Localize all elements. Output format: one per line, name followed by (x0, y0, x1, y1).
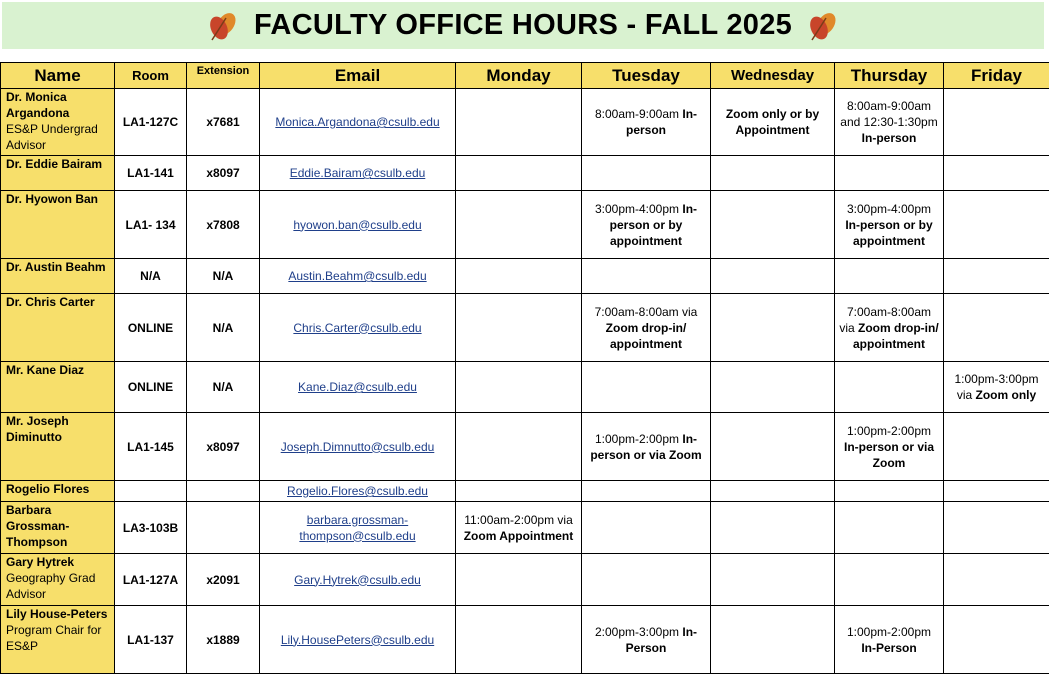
table-row (1, 89, 1049, 156)
room-cell (115, 481, 187, 502)
hours-cell-mon (456, 156, 582, 191)
email-link[interactable]: Eddie.Bairam@csulb.edu (289, 166, 426, 180)
email-link[interactable]: Gary.Hytrek@csulb.edu (294, 572, 421, 587)
hours-cell-fri (944, 554, 1049, 606)
faculty-name-cell (1, 294, 115, 362)
faculty-name: Dr. Monica Argandona (6, 90, 70, 120)
extension-cell: x7681 (187, 89, 260, 156)
column-header-email: Email (260, 63, 456, 89)
hours-cell-wed (711, 259, 835, 294)
faculty-name: Rogelio Flores (6, 482, 90, 496)
faculty-name-cell (1, 606, 115, 674)
faculty-name: Mr. Joseph Diminutto (6, 414, 69, 444)
email-link[interactable]: barbara.grossman-thompson@csulb.edu (299, 512, 416, 543)
email-cell (260, 413, 456, 481)
hours-cell-mon (456, 481, 582, 502)
extension-cell: x8097 (187, 156, 260, 191)
faculty-name-cell (1, 89, 115, 156)
column-header-thursday: Thursday (835, 63, 944, 89)
email-link[interactable]: Lily.HousePeters@csulb.edu (280, 632, 435, 647)
hours-cell-thu (835, 413, 944, 481)
column-header-friday: Friday (944, 63, 1049, 89)
email-link[interactable]: Kane.Diaz@csulb.edu (298, 380, 417, 394)
column-header-monday: Monday (456, 63, 582, 89)
email-link[interactable]: hyowon.ban@csulb.edu (293, 217, 422, 232)
faculty-name-cell (1, 259, 115, 294)
hours-time: 7:00am-8:00am via (594, 304, 698, 319)
faculty-name-cell (1, 502, 115, 554)
table-row (1, 554, 1049, 606)
hours-cell-thu (835, 191, 944, 259)
hours-cell-thu (835, 362, 944, 413)
room-cell: LA1-137 (115, 606, 187, 674)
email-cell (260, 502, 456, 554)
hours-time: 3:00pm-4:00pm (846, 201, 932, 216)
hours-cell-tue (582, 259, 711, 294)
table-row (1, 191, 1049, 259)
email-link[interactable]: Chris.Carter@csulb.edu (293, 320, 422, 335)
hours-cell-wed (711, 191, 835, 259)
room-cell: LA1-127C (115, 89, 187, 156)
faculty-name-cell (1, 191, 115, 259)
room-cell: ONLINE (115, 362, 187, 413)
hours-cell-tue (582, 89, 711, 156)
hours-cell-thu (835, 606, 944, 674)
table-row (1, 259, 1049, 294)
extension-cell: N/A (187, 362, 260, 413)
hours-cell-wed (711, 294, 835, 362)
email-cell (260, 191, 456, 259)
faculty-name: Dr. Chris Carter (6, 295, 95, 309)
faculty-role: Geography Grad Advisor (6, 571, 96, 601)
faculty-name: Dr. Austin Beahm (6, 260, 106, 274)
faculty-name-cell (1, 554, 115, 606)
column-header-room: Room (115, 63, 187, 89)
table-row (1, 294, 1049, 362)
room-cell: LA3-103B (115, 502, 187, 554)
hours-mode: In-person (861, 131, 917, 145)
hours-cell-wed (711, 502, 835, 554)
hours-cell-mon (456, 259, 582, 294)
hours-cell-wed (711, 481, 835, 502)
hours-cell-mon (456, 606, 582, 674)
hours-time: 11:00am-2:00pm via (464, 512, 573, 527)
table-row (1, 413, 1049, 481)
hours-cell-fri (944, 413, 1049, 481)
hours-time: 3:00pm-4:00pm (594, 201, 680, 216)
office-hours-table (0, 62, 1049, 674)
hours-time: 7:00am-8:00am via (839, 304, 932, 335)
hours-cell-tue (582, 554, 711, 606)
hours-time: 8:00am-9:00am (594, 107, 680, 121)
hours-cell-thu (835, 89, 944, 156)
faculty-rows (1, 89, 1049, 674)
hours-time: 1:00pm-2:00pm (594, 431, 680, 446)
hours-cell-wed (711, 606, 835, 674)
email-cell (260, 481, 456, 502)
faculty-name: Lily House-Peters (6, 607, 108, 621)
extension-cell (187, 502, 260, 554)
hours-cell-thu (835, 481, 944, 502)
hours-mode: In-person or via Zoom (843, 439, 935, 470)
hours-mode: In-person or by appointment (609, 201, 698, 248)
room-cell: ONLINE (115, 294, 187, 362)
hours-time: 8:00am-9:00am and 12:30-1:30pm (840, 99, 938, 129)
header-row (1, 63, 1049, 89)
table-row (1, 481, 1049, 502)
hours-cell-mon (456, 89, 582, 156)
page-title: FACULTY OFFICE HOURS - FALL 2025 (253, 9, 793, 41)
column-header-extension: Extension (187, 63, 260, 89)
hours-cell-wed (711, 156, 835, 191)
hours-cell-tue (582, 156, 711, 191)
faculty-role: Program Chair for ES&P (6, 623, 102, 653)
extension-cell: x1889 (187, 606, 260, 674)
hours-mode: In-Person (861, 640, 917, 655)
faculty-name: Gary Hytrek (6, 555, 75, 569)
hours-cell-mon (456, 191, 582, 259)
hours-cell-thu (835, 259, 944, 294)
hours-cell-wed (711, 413, 835, 481)
column-header-name: Name (1, 63, 115, 89)
hours-cell-thu (835, 156, 944, 191)
column-header-tuesday: Tuesday (582, 63, 711, 89)
hours-cell-fri (944, 294, 1049, 362)
room-cell: LA1-145 (115, 413, 187, 481)
hours-cell-fri (944, 606, 1049, 674)
table-row (1, 156, 1049, 191)
hours-cell-tue (582, 606, 711, 674)
extension-cell: x2091 (187, 554, 260, 606)
extension-cell: N/A (187, 294, 260, 362)
email-cell (260, 294, 456, 362)
email-cell (260, 89, 456, 156)
hours-cell-tue (582, 294, 711, 362)
room-cell: LA1- 134 (115, 191, 187, 259)
hours-cell-tue (582, 413, 711, 481)
hours-time: 1:00pm-3:00pm via (954, 372, 1039, 402)
room-cell: LA1-127A (115, 554, 187, 606)
faculty-role: ES&P Undergrad Advisor (6, 122, 98, 152)
hours-cell-fri (944, 502, 1049, 554)
hours-time: 1:00pm-2:00pm (846, 624, 932, 639)
table-row (1, 362, 1049, 413)
email-cell (260, 259, 456, 294)
hours-cell-mon (456, 413, 582, 481)
email-link[interactable]: Rogelio.Flores@csulb.edu (287, 484, 428, 498)
hours-cell-fri (944, 156, 1049, 191)
hours-cell-wed (711, 89, 835, 156)
extension-cell: x7808 (187, 191, 260, 259)
faculty-name: Dr. Hyowon Ban (6, 192, 99, 206)
hours-time: 2:00pm-3:00pm (594, 624, 680, 639)
faculty-name-cell (1, 481, 115, 502)
extension-cell: N/A (187, 259, 260, 294)
hours-cell-thu (835, 554, 944, 606)
hours-mode: In-person (625, 107, 698, 137)
hours-mode: Zoom Appointment (463, 528, 574, 543)
hours-cell-fri (944, 259, 1049, 294)
faculty-name-cell (1, 156, 115, 191)
autumn-leaf-icon (806, 9, 840, 43)
hours-mode: Zoom drop-in/ appointment (605, 320, 687, 351)
hours-cell-mon (456, 502, 582, 554)
hours-mode: In-person or by appointment (845, 217, 933, 248)
hours-cell-fri (944, 362, 1049, 413)
hours-cell-thu (835, 294, 944, 362)
email-link[interactable]: Austin.Beahm@csulb.edu (288, 269, 427, 283)
email-link[interactable]: Joseph.Dimnutto@csulb.edu (280, 439, 435, 454)
hours-cell-fri (944, 191, 1049, 259)
hours-cell-thu (835, 502, 944, 554)
hours-cell-tue (582, 191, 711, 259)
hours-cell-wed (711, 554, 835, 606)
hours-mode: In-Person (625, 624, 698, 655)
room-cell: N/A (115, 259, 187, 294)
hours-cell-fri (944, 481, 1049, 502)
table-row (1, 606, 1049, 674)
table-row (1, 502, 1049, 554)
email-cell (260, 362, 456, 413)
email-cell (260, 554, 456, 606)
hours-time: 1:00pm-2:00pm (846, 423, 932, 438)
hours-cell-fri (944, 89, 1049, 156)
title-banner (2, 2, 1044, 49)
hours-cell-wed (711, 362, 835, 413)
faculty-name: Dr. Eddie Bairam (6, 157, 103, 171)
hours-mode: Zoom only (975, 388, 1037, 402)
room-cell: LA1-141 (115, 156, 187, 191)
faculty-name: Mr. Kane Diaz (6, 363, 85, 377)
hours-cell-tue (582, 362, 711, 413)
extension-cell: x8097 (187, 413, 260, 481)
faculty-name: Barbara Grossman-Thompson (6, 503, 70, 549)
hours-mode: In-person or via Zoom (590, 431, 702, 462)
email-cell (260, 606, 456, 674)
hours-cell-tue (582, 502, 711, 554)
extension-cell (187, 481, 260, 502)
hours-cell-mon (456, 294, 582, 362)
hours-mode: Zoom only or by Appointment (725, 107, 820, 137)
hours-cell-tue (582, 481, 711, 502)
autumn-leaf-icon (206, 9, 240, 43)
faculty-name-cell (1, 362, 115, 413)
hours-cell-mon (456, 362, 582, 413)
hours-mode: Zoom drop-in/ appointment (853, 320, 939, 351)
email-cell (260, 156, 456, 191)
hours-cell-mon (456, 554, 582, 606)
email-link[interactable]: Monica.Argandona@csulb.edu (275, 115, 440, 129)
column-header-wednesday: Wednesday (711, 63, 835, 89)
faculty-name-cell (1, 413, 115, 481)
